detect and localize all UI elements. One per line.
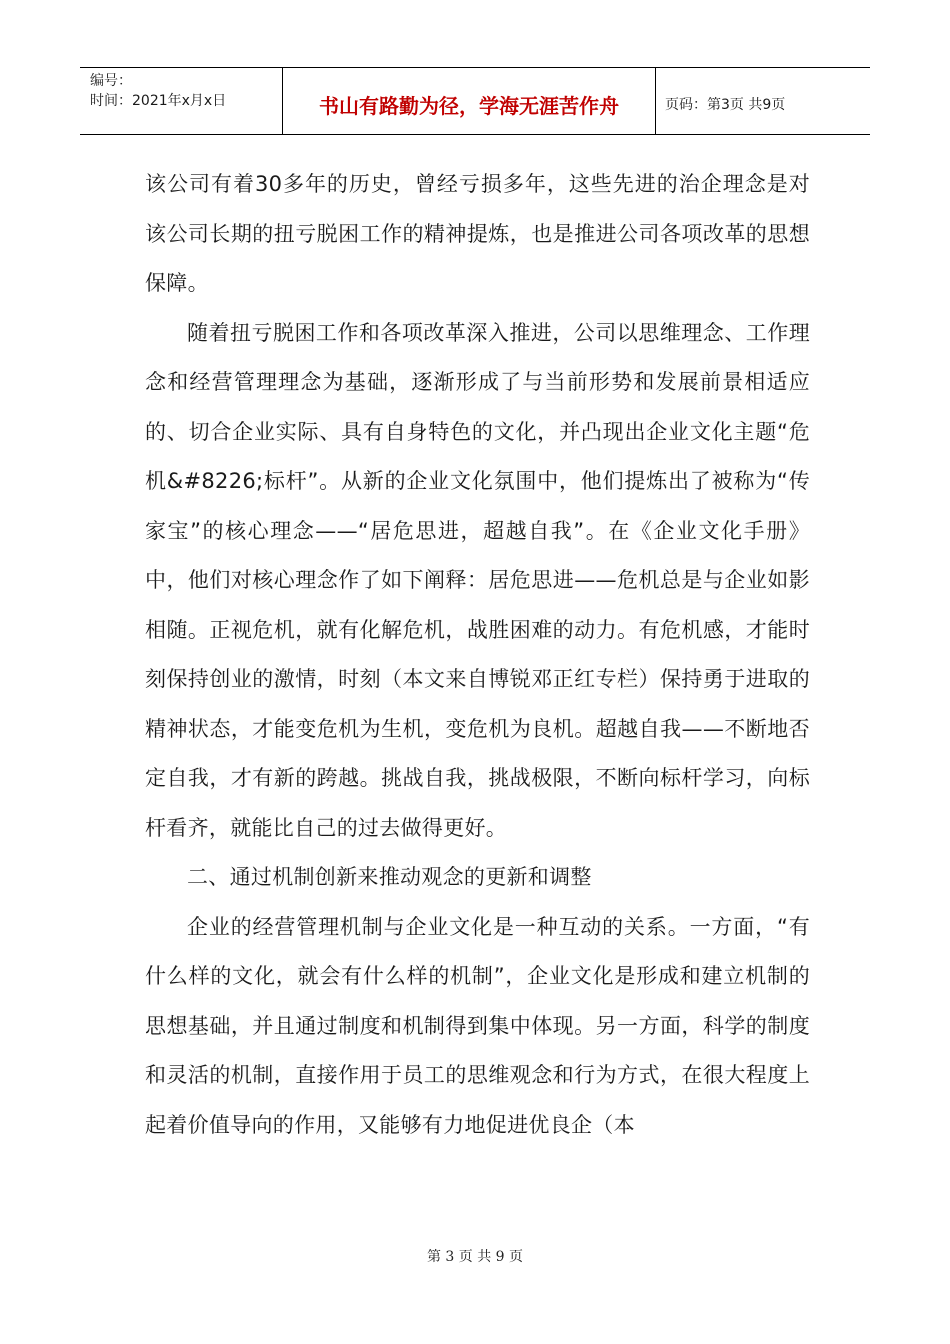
document-body [145,160,810,1150]
motto-text: 书山有路勤为径，学海无涯苦作舟 [319,93,619,118]
section-heading: 二、通过机制创新来推动观念的更新和调整 [187,865,592,889]
serial-number-label: 编号： [90,73,132,89]
paragraph-culture-theme: 随着扭亏脱困工作和各项改革深入推进，公司以思维理念、工作理念和经营管理理念为基础，逐渐形成了与当前形势和发展前景相适应的、切合企业实际、具有自身特色的文化，并凸现出企业文化主题“危机&#8226;标杆”。从新的企业文化氛围中，他们提炼出了被称为“传家宝”的核心理念——“居危思进，超越自我”。在《企业文化手册》中，他们对核心理念作了如下阐释：居危思进——危机总是与企业如影相随。正视危机，就有化解危机，战胜困难的动力。有危机感，才能时刻保持创业的激情，时刻（本文来自博锐邓正红专栏）保持勇于进取的精神状态，才能变危机为生机，变危机为良机。超越自我——不断地否定自我，才有新的跨越。挑战自我，挑战极限，不断向标杆学习，向标杆看齐，就能比自己的过去做得更好。 [145,320,810,840]
time-label: 时间：2021年x月x日 [90,93,227,109]
page-footer [0,1246,950,1266]
paragraph-mechanism: 企业的经营管理机制与企业文化是一种互动的关系。一方面，“有什么样的文化，就会有什么样的机制”，企业文化是形成和建立机制的思想基础，并且通过制度和机制得到集中体现。另一方面，科学的制度和灵活的机制，直接作用于员工的思维观念和行为方式，在很大程度上起着价值导向的作用，又能够有力地促进优良企（本 [145,914,810,1137]
page-header [80,67,870,135]
footer-page-number: 第 3 页 共 9 页 [426,1249,524,1265]
header-page-cell [656,68,870,134]
paragraph-continuation: 该公司有着30多年的历史，曾经亏损多年，这些先进的治企理念是对该公司长期的扭亏脱困工作的精神提炼，也是推进公司各项改革的思想保障。 [145,172,810,295]
header-motto-cell [283,68,656,134]
header-page-number: 页码：第3页 共9页 [665,97,786,113]
header-info-cell [80,68,283,134]
